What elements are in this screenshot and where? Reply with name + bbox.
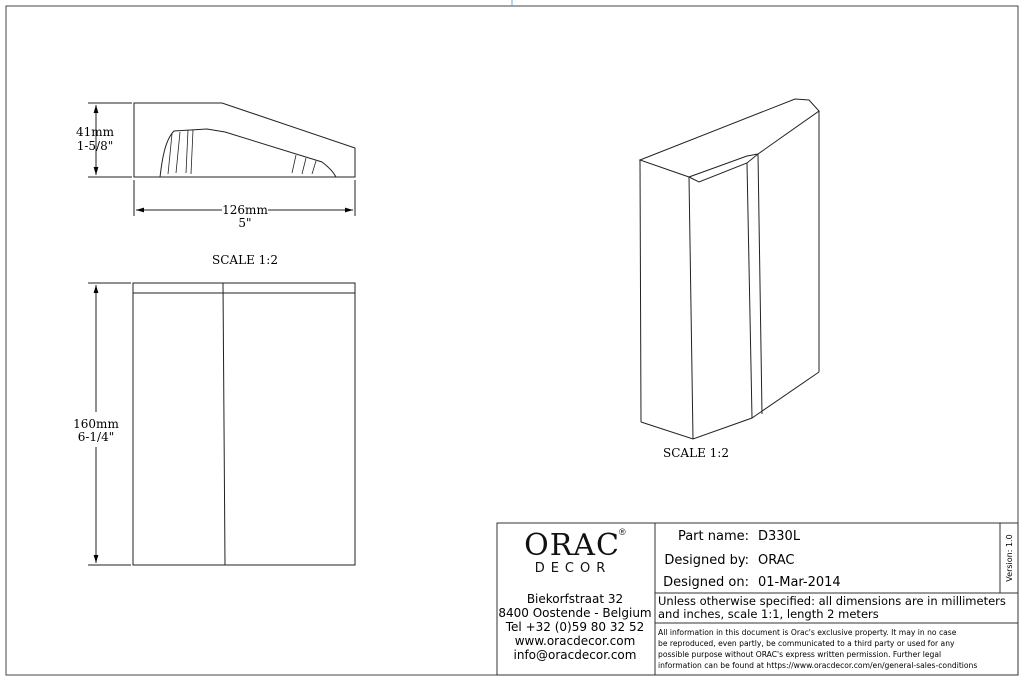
sheet-border bbox=[6, 6, 1018, 675]
isometric-view bbox=[640, 99, 819, 439]
orac-logo-sub: DECOR bbox=[534, 561, 612, 576]
iso-front-right-vertical bbox=[758, 154, 762, 414]
iso-front-mid-vertical bbox=[747, 163, 752, 418]
address-website[interactable]: www.oracdecor.com bbox=[514, 634, 636, 648]
profile-height-mm: 41mm bbox=[75, 125, 115, 139]
iso-scale-label: SCALE 1:2 bbox=[663, 446, 729, 460]
iso-left-edge bbox=[640, 160, 641, 422]
address-phone: Tel +32 (0)59 80 32 52 bbox=[505, 620, 645, 634]
profile-width-in: 5" bbox=[238, 216, 252, 230]
profile-height-in: 1-5/8" bbox=[76, 139, 114, 153]
iso-bottom-edge bbox=[641, 372, 819, 439]
spec-line-1: Unless otherwise specified: all dimensions are in millimeters bbox=[658, 594, 1006, 608]
orac-logo-text: ORAC bbox=[524, 528, 620, 563]
front-height-in: 6-1/4" bbox=[77, 430, 115, 444]
version-label: Version: 1.0 bbox=[1005, 534, 1014, 582]
spec-line-2: and inches, scale 1:1, length 2 meters bbox=[658, 607, 879, 621]
profile-shading bbox=[168, 130, 316, 174]
part-name-label: Part name: bbox=[677, 529, 749, 544]
designed-by-value: ORAC bbox=[758, 553, 795, 568]
front-outline bbox=[133, 283, 355, 565]
profile-scale-label: SCALE 1:2 bbox=[212, 253, 278, 267]
profile-width-mm: 126mm bbox=[222, 203, 268, 217]
iso-front-left-vertical bbox=[689, 177, 693, 439]
address-line-2: 8400 Oostende - Belgium bbox=[498, 606, 652, 620]
front-view bbox=[88, 283, 355, 565]
part-name-value: D330L bbox=[758, 529, 801, 544]
iso-top-face bbox=[640, 99, 819, 182]
profile-view bbox=[88, 103, 355, 216]
designed-on-value: 01-Mar-2014 bbox=[758, 575, 841, 590]
legal-line-1: All information in this document is Orac's exclusive property. It may in no case bbox=[658, 628, 957, 637]
address-line-1: Biekorfstraat 32 bbox=[526, 592, 624, 606]
legal-line-4: information can be found at https://www.oracdecor.com/en/general-sales-conditions bbox=[658, 661, 978, 670]
front-center-line bbox=[223, 283, 225, 565]
profile-outline bbox=[134, 103, 355, 177]
legal-line-2: be reproduced, even partly, be communicated to a third party or used for any bbox=[658, 639, 955, 648]
orac-logo-registered: ® bbox=[619, 527, 626, 537]
address-email[interactable]: info@oracdecor.com bbox=[513, 648, 637, 662]
legal-line-3: possible purpose without ORAC's express written permission. Further legal bbox=[658, 650, 942, 659]
front-height-mm: 160mm bbox=[73, 417, 119, 431]
designed-on-label: Designed on: bbox=[663, 575, 749, 590]
designed-by-label: Designed by: bbox=[664, 553, 749, 568]
